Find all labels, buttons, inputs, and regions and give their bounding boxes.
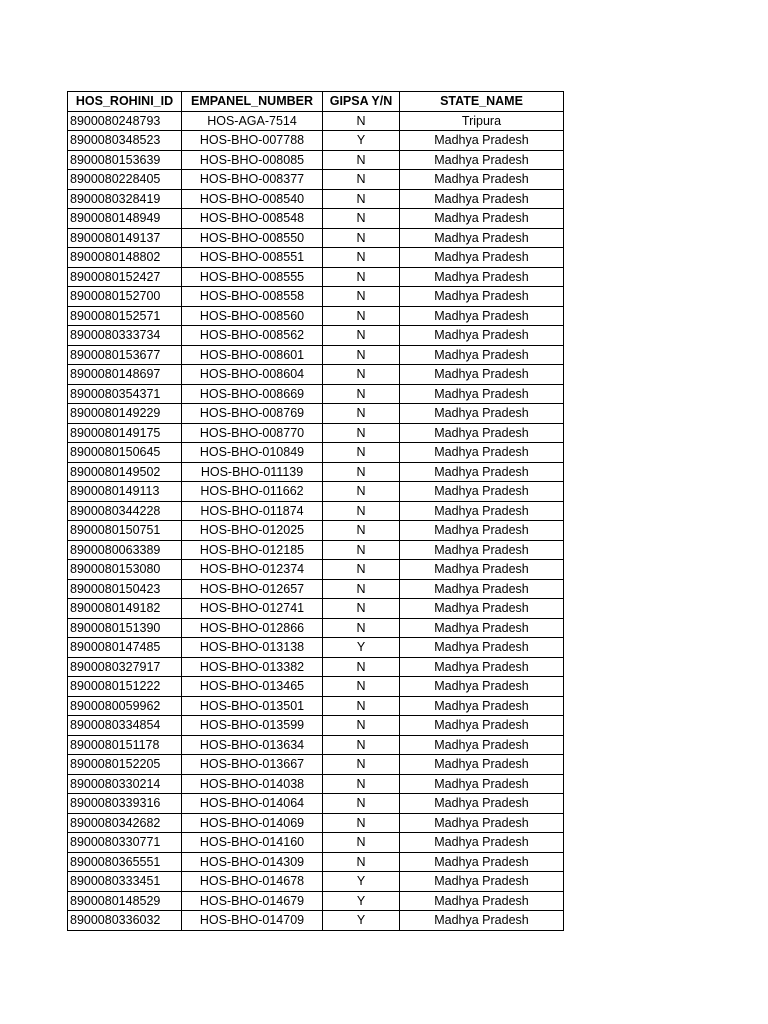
cell-hos-rohini-id: 8900080365551 [68,852,182,872]
cell-state-name: Madhya Pradesh [400,462,564,482]
cell-hos-rohini-id: 8900080150751 [68,521,182,541]
cell-state-name: Madhya Pradesh [400,891,564,911]
cell-empanel-number: HOS-BHO-013599 [182,716,323,736]
cell-empanel-number: HOS-BHO-008560 [182,306,323,326]
cell-hos-rohini-id: 8900080059962 [68,696,182,716]
cell-empanel-number: HOS-BHO-014709 [182,911,323,931]
cell-gipsa: N [323,209,400,229]
cell-gipsa: Y [323,638,400,658]
cell-gipsa: N [323,150,400,170]
cell-state-name: Madhya Pradesh [400,852,564,872]
cell-state-name: Madhya Pradesh [400,131,564,151]
cell-hos-rohini-id: 8900080344228 [68,501,182,521]
cell-gipsa: Y [323,891,400,911]
cell-gipsa: N [323,716,400,736]
cell-empanel-number: HOS-BHO-011139 [182,462,323,482]
cell-empanel-number: HOS-BHO-008555 [182,267,323,287]
cell-state-name: Madhya Pradesh [400,521,564,541]
table-row [68,462,564,482]
cell-state-name: Madhya Pradesh [400,365,564,385]
table-row [68,521,564,541]
cell-hos-rohini-id: 8900080151178 [68,735,182,755]
cell-gipsa: N [323,111,400,131]
cell-state-name: Madhya Pradesh [400,443,564,463]
table-row [68,287,564,307]
cell-gipsa: N [323,462,400,482]
cell-state-name: Madhya Pradesh [400,345,564,365]
cell-gipsa: N [323,657,400,677]
cell-hos-rohini-id: 8900080152700 [68,287,182,307]
cell-hos-rohini-id: 8900080248793 [68,111,182,131]
cell-empanel-number: HOS-BHO-012866 [182,618,323,638]
table-row [68,716,564,736]
cell-state-name: Madhya Pradesh [400,287,564,307]
cell-state-name: Madhya Pradesh [400,540,564,560]
table-row [68,443,564,463]
table-row [68,833,564,853]
cell-hos-rohini-id: 8900080152205 [68,755,182,775]
cell-empanel-number: HOS-BHO-012025 [182,521,323,541]
table-row [68,131,564,151]
table-row [68,677,564,697]
cell-state-name: Madhya Pradesh [400,872,564,892]
cell-state-name: Madhya Pradesh [400,774,564,794]
cell-gipsa: Y [323,872,400,892]
cell-empanel-number: HOS-BHO-014160 [182,833,323,853]
cell-gipsa: N [323,833,400,853]
cell-state-name: Madhya Pradesh [400,248,564,268]
table-row [68,209,564,229]
cell-gipsa: N [323,267,400,287]
cell-gipsa: N [323,248,400,268]
cell-hos-rohini-id: 8900080228405 [68,170,182,190]
cell-gipsa: N [323,794,400,814]
header-state-name: STATE_NAME [400,92,564,112]
cell-state-name: Madhya Pradesh [400,404,564,424]
table-row [68,228,564,248]
cell-hos-rohini-id: 8900080151222 [68,677,182,697]
header-empanel-number: EMPANEL_NUMBER [182,92,323,112]
hospital-table [67,91,564,931]
table-header [68,92,564,112]
cell-gipsa: N [323,404,400,424]
cell-hos-rohini-id: 8900080063389 [68,540,182,560]
cell-gipsa: N [323,735,400,755]
table-row [68,423,564,443]
cell-state-name: Madhya Pradesh [400,755,564,775]
table-row [68,599,564,619]
header-hos-rohini-id: HOS_ROHINI_ID [68,92,182,112]
cell-hos-rohini-id: 8900080149175 [68,423,182,443]
cell-gipsa: N [323,579,400,599]
table-row [68,150,564,170]
table-row [68,872,564,892]
cell-gipsa: N [323,306,400,326]
table-row [68,540,564,560]
cell-empanel-number: HOS-BHO-008551 [182,248,323,268]
table-row [68,170,564,190]
cell-gipsa: Y [323,911,400,931]
cell-state-name: Madhya Pradesh [400,696,564,716]
table-row [68,638,564,658]
cell-hos-rohini-id: 8900080327917 [68,657,182,677]
cell-state-name: Madhya Pradesh [400,560,564,580]
table-row [68,794,564,814]
cell-gipsa: N [323,482,400,502]
cell-state-name: Madhya Pradesh [400,833,564,853]
header-row [68,92,564,112]
cell-gipsa: N [323,170,400,190]
cell-empanel-number: HOS-BHO-007788 [182,131,323,151]
cell-hos-rohini-id: 8900080148949 [68,209,182,229]
cell-hos-rohini-id: 8900080149229 [68,404,182,424]
cell-gipsa: N [323,345,400,365]
cell-state-name: Madhya Pradesh [400,716,564,736]
cell-gipsa: N [323,189,400,209]
cell-empanel-number: HOS-BHO-008669 [182,384,323,404]
cell-gipsa: N [323,677,400,697]
table-row [68,755,564,775]
cell-hos-rohini-id: 8900080328419 [68,189,182,209]
cell-hos-rohini-id: 8900080330214 [68,774,182,794]
cell-hos-rohini-id: 8900080150645 [68,443,182,463]
cell-gipsa: N [323,326,400,346]
cell-gipsa: N [323,540,400,560]
cell-hos-rohini-id: 8900080149113 [68,482,182,502]
cell-gipsa: N [323,443,400,463]
table-row [68,560,564,580]
table-row [68,326,564,346]
table-row [68,852,564,872]
cell-empanel-number: HOS-BHO-013138 [182,638,323,658]
table-row [68,579,564,599]
cell-hos-rohini-id: 8900080148529 [68,891,182,911]
cell-hos-rohini-id: 8900080330771 [68,833,182,853]
cell-empanel-number: HOS-BHO-008770 [182,423,323,443]
table-row [68,384,564,404]
cell-gipsa: N [323,560,400,580]
cell-gipsa: N [323,852,400,872]
cell-state-name: Madhya Pradesh [400,911,564,931]
table-row [68,482,564,502]
table-row [68,696,564,716]
cell-empanel-number: HOS-BHO-008601 [182,345,323,365]
cell-hos-rohini-id: 8900080342682 [68,813,182,833]
table-row [68,891,564,911]
cell-state-name: Madhya Pradesh [400,482,564,502]
cell-state-name: Madhya Pradesh [400,657,564,677]
cell-hos-rohini-id: 8900080354371 [68,384,182,404]
cell-gipsa: N [323,287,400,307]
cell-state-name: Madhya Pradesh [400,384,564,404]
cell-state-name: Madhya Pradesh [400,618,564,638]
cell-empanel-number: HOS-BHO-011874 [182,501,323,521]
cell-state-name: Madhya Pradesh [400,209,564,229]
table-row [68,813,564,833]
cell-empanel-number: HOS-BHO-013634 [182,735,323,755]
cell-hos-rohini-id: 8900080147485 [68,638,182,658]
cell-empanel-number: HOS-BHO-008562 [182,326,323,346]
table-row [68,657,564,677]
cell-hos-rohini-id: 8900080348523 [68,131,182,151]
table-row [68,248,564,268]
cell-state-name: Madhya Pradesh [400,794,564,814]
cell-hos-rohini-id: 8900080152571 [68,306,182,326]
cell-empanel-number: HOS-BHO-012657 [182,579,323,599]
cell-gipsa: N [323,813,400,833]
cell-state-name: Madhya Pradesh [400,150,564,170]
cell-state-name: Madhya Pradesh [400,677,564,697]
cell-hos-rohini-id: 8900080153677 [68,345,182,365]
cell-hos-rohini-id: 8900080333451 [68,872,182,892]
cell-state-name: Madhya Pradesh [400,423,564,443]
cell-hos-rohini-id: 8900080152427 [68,267,182,287]
cell-empanel-number: HOS-BHO-012374 [182,560,323,580]
cell-gipsa: N [323,618,400,638]
table-row [68,365,564,385]
cell-state-name: Madhya Pradesh [400,267,564,287]
cell-gipsa: N [323,755,400,775]
cell-state-name: Madhya Pradesh [400,813,564,833]
cell-gipsa: Y [323,131,400,151]
cell-empanel-number: HOS-BHO-014309 [182,852,323,872]
cell-hos-rohini-id: 8900080148802 [68,248,182,268]
cell-gipsa: N [323,501,400,521]
cell-empanel-number: HOS-BHO-014679 [182,891,323,911]
cell-hos-rohini-id: 8900080334854 [68,716,182,736]
cell-state-name: Madhya Pradesh [400,189,564,209]
table-row [68,189,564,209]
cell-hos-rohini-id: 8900080149137 [68,228,182,248]
cell-state-name: Madhya Pradesh [400,228,564,248]
table-body [68,111,564,930]
table-row [68,267,564,287]
cell-empanel-number: HOS-BHO-014038 [182,774,323,794]
table-row [68,501,564,521]
cell-empanel-number: HOS-BHO-008377 [182,170,323,190]
cell-hos-rohini-id: 8900080333734 [68,326,182,346]
cell-empanel-number: HOS-BHO-008540 [182,189,323,209]
cell-hos-rohini-id: 8900080149182 [68,599,182,619]
cell-state-name: Madhya Pradesh [400,638,564,658]
cell-empanel-number: HOS-BHO-011662 [182,482,323,502]
cell-gipsa: N [323,365,400,385]
cell-state-name: Madhya Pradesh [400,326,564,346]
cell-state-name: Tripura [400,111,564,131]
cell-gipsa: N [323,521,400,541]
table-row [68,774,564,794]
cell-state-name: Madhya Pradesh [400,501,564,521]
cell-empanel-number: HOS-BHO-014678 [182,872,323,892]
cell-hos-rohini-id: 8900080149502 [68,462,182,482]
cell-empanel-number: HOS-BHO-010849 [182,443,323,463]
table-row [68,345,564,365]
cell-hos-rohini-id: 8900080148697 [68,365,182,385]
cell-hos-rohini-id: 8900080336032 [68,911,182,931]
cell-empanel-number: HOS-BHO-012741 [182,599,323,619]
table-row [68,404,564,424]
table-row [68,735,564,755]
cell-hos-rohini-id: 8900080153639 [68,150,182,170]
cell-gipsa: N [323,599,400,619]
cell-empanel-number: HOS-BHO-013667 [182,755,323,775]
header-gipsa: GIPSA Y/N [323,92,400,112]
cell-gipsa: N [323,696,400,716]
cell-gipsa: N [323,384,400,404]
cell-empanel-number: HOS-BHO-013382 [182,657,323,677]
cell-hos-rohini-id: 8900080150423 [68,579,182,599]
cell-empanel-number: HOS-BHO-008550 [182,228,323,248]
table-row [68,911,564,931]
cell-state-name: Madhya Pradesh [400,599,564,619]
cell-hos-rohini-id: 8900080153080 [68,560,182,580]
cell-gipsa: N [323,423,400,443]
cell-empanel-number: HOS-BHO-013501 [182,696,323,716]
cell-state-name: Madhya Pradesh [400,306,564,326]
cell-gipsa: N [323,774,400,794]
cell-hos-rohini-id: 8900080151390 [68,618,182,638]
cell-gipsa: N [323,228,400,248]
table-row [68,111,564,131]
cell-hos-rohini-id: 8900080339316 [68,794,182,814]
cell-empanel-number: HOS-BHO-014069 [182,813,323,833]
cell-empanel-number: HOS-AGA-7514 [182,111,323,131]
table-row [68,306,564,326]
cell-empanel-number: HOS-BHO-008548 [182,209,323,229]
cell-empanel-number: HOS-BHO-008769 [182,404,323,424]
cell-empanel-number: HOS-BHO-008085 [182,150,323,170]
cell-empanel-number: HOS-BHO-013465 [182,677,323,697]
table-row [68,618,564,638]
cell-empanel-number: HOS-BHO-014064 [182,794,323,814]
cell-state-name: Madhya Pradesh [400,579,564,599]
cell-state-name: Madhya Pradesh [400,170,564,190]
cell-empanel-number: HOS-BHO-012185 [182,540,323,560]
cell-empanel-number: HOS-BHO-008558 [182,287,323,307]
cell-empanel-number: HOS-BHO-008604 [182,365,323,385]
cell-state-name: Madhya Pradesh [400,735,564,755]
